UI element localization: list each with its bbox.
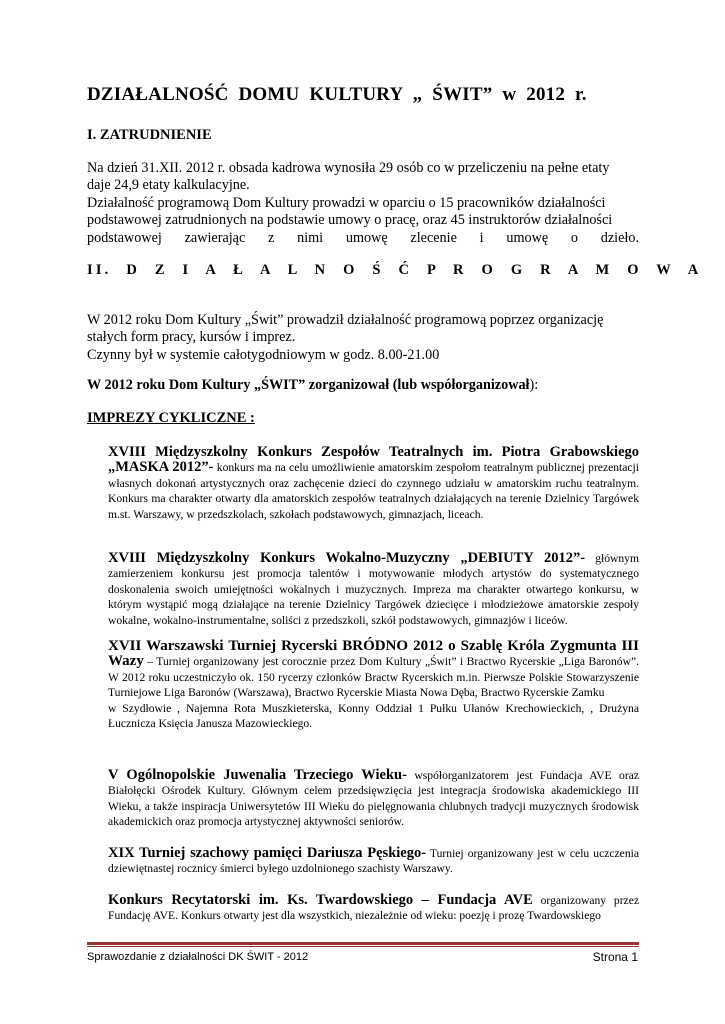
cyclic-events-heading: IMPREZY CYKLICZNE : xyxy=(87,410,255,426)
text-line: podstawowej zatrudnionych na podstawie umowy o pracę, oraz 45 instruktorów działalności xyxy=(87,212,613,229)
text-line: stałych form pracy, kursów i imprez. xyxy=(87,329,296,346)
event-description-continued: w Szydłowie , Najemna Rota Muszkieterska, Konny Oddział 1 Pułku Ułanów Krechowieckich, , Drużyna Łucznicza Księcia Janusza Mazowieckiego. xyxy=(108,701,639,731)
footer-report-title: Sprawozdanie z działalności DK ŚWIT - 2012 xyxy=(87,951,309,963)
event-title: Konkurs Recytatorski im. Ks. Twardowskiego – Fundacja AVE xyxy=(108,892,533,908)
text-line: podstawowej zawierając z nimi umowę zlecenie i umowę o dzieło. xyxy=(87,229,639,246)
text-line: daje 24,9 etaty kalkulacyjne. xyxy=(87,177,250,194)
event-debiuty xyxy=(108,551,639,628)
text-line: Czynny był w systemie całotygodniowym w godz. 8.00-21.00 xyxy=(87,346,440,363)
section-heading-employment: I. ZATRUDNIENIE xyxy=(87,127,212,143)
organized-statement-bold: W 2012 roku Dom Kultury „ŚWIT” zorganizował (lub współorganizował xyxy=(87,377,530,393)
footer-page-number: Strona 1 xyxy=(592,950,638,964)
organized-statement-tail: ): xyxy=(529,377,539,393)
section-heading-program: II. D Z I A Ł A L N O Ś Ć P R O G R A M O W A xyxy=(87,262,702,278)
text-line: W 2012 roku Dom Kultury „Świt” prowadził działalność programową poprzez organizację xyxy=(87,312,604,328)
organized-statement xyxy=(87,377,538,394)
event-description: organizowany przez Fundację AVE. Konkurs otwarty jest dla wszystkich, niezależnie od wieku: poezję i prozę Twardowskiego xyxy=(108,894,639,923)
event-description: konkurs ma na celu umożliwienie amatorskim zespołom teatralnym publicznej prezentacji własnych dokonań artystycznych oraz zachęcenie dzieci do czynnego udziału w amatorskim ruchu teatralnym. Konkurs ma charakter otwarty dla amatorskich zespołów teatralnych działających na terenie Dzielnicy Targówek m.st. Warszawy, w przedszkolach, szkołach podstawowych, gimnazjach, liceach. xyxy=(108,461,639,521)
event-description: – Turniej organizowany jest corocznie przez Dom Kultury „Świt” i Bractwo Rycerskie „Liga Baronów”. W 2012 roku uczestniczyło ok. 150 rycerzy członków Bractw Rycerskich m.in. Pierwsze Polskie Stowarzyszenie Turniejowe Liga Baronów (Warszawa), Bractwo Rycerskie Miasta Nowa Dęba, Bractwo Rycerskie Zamku xyxy=(108,655,639,700)
event-description: głównym zamierzeniem konkursu jest promocja talentów i motywowanie młodych artystów do systematycznego doskonalenia swoich umiejętności wokalnych i muzycznych. Impreza ma charakter otwartego konkursu, w którym wystąpić mogą działające na terenie Dzielnicy Targówek dziecięce i młodzieżowe amatorskie zespoły wokalne, wokalno-instrumentalne, soliści z przedszkoli, szkół podstawowych, gimnazjów i liceów. xyxy=(108,552,639,627)
event-juwenalia xyxy=(108,768,639,830)
footer-rule xyxy=(87,942,639,945)
document-title: DZIAŁALNOŚĆ DOMU KULTURY „ ŚWIT” w 2012 r. xyxy=(87,84,587,105)
event-maska xyxy=(108,445,639,522)
employment-paragraph xyxy=(87,160,639,247)
text-line: Na dzień 31.XII. 2012 r. obsada kadrowa wynosiła 29 osób co w przeliczeniu na pełne etaty xyxy=(87,160,610,176)
event-chess-tournament xyxy=(108,846,639,877)
event-title: XVIII Międzyszkolny Konkurs Wokalno-Muzyczny „DEBIUTY 2012”- xyxy=(108,550,586,566)
event-description: Turniej organizowany jest w celu uczczenia dziewiętnastej rocznicy śmierci byłego uzdolnionego szachisty Warszawy. xyxy=(108,847,639,876)
event-description: współorganizatorem jest Fundacja AVE oraz Białołęcki Ośrodek Kultury. Głównym celem przedsięwzięcia jest integracja środowiska akademickiego III Wieku, a także inspiracja Uniwersytetów III Wieku do pielęgnowania chlubnych tradycji muzycznych środowisk akademickich oraz promocja artystycznej aktywności seniorów. xyxy=(108,769,639,829)
text-line: Działalność programową Dom Kultury prowadzi w oparciu o 15 pracowników działalności xyxy=(87,194,606,211)
event-recitation-contest xyxy=(108,893,639,924)
event-knight-tournament xyxy=(108,639,639,731)
event-title: V Ogólnopolskie Juwenalia Trzeciego Wieku- xyxy=(108,767,407,783)
program-paragraph xyxy=(87,312,639,364)
event-title: XVII Warszawski Turniej Rycerski BRÓDNO 2012 o Szablę Króla Zygmunta III Wazy xyxy=(108,638,639,670)
footer-rule-thin xyxy=(87,946,639,947)
event-title: XVIII Międzyszkolny Konkurs Zespołów Teatralnych im. Piotra Grabowskiego „MASKA 2012”- xyxy=(108,444,639,476)
event-title: XIX Turniej szachowy pamięci Dariusza Pęskiego- xyxy=(108,845,427,861)
